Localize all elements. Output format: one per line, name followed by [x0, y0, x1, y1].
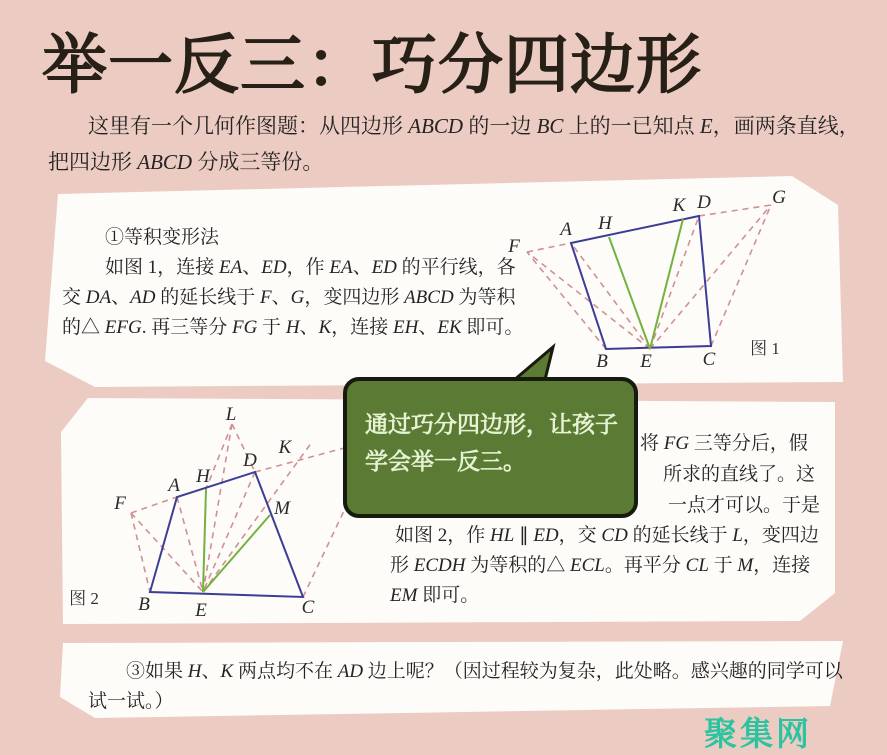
fig1-label-E: E — [640, 351, 652, 372]
intro-line-2: 把四边形 ABCD 分成三等份。 — [48, 150, 324, 174]
fig2-label-E: E — [195, 600, 207, 621]
watermark: 聚集网 — [704, 715, 812, 752]
speech-bubble-text — [365, 406, 618, 480]
panel-method-1 — [40, 172, 846, 390]
panel3-line-1: ③如果 H、K 两点均不在 AD 边上呢？（因过程较为复杂，此处略。感兴趣的同学可以 — [126, 661, 843, 682]
speech-bubble-line-1: 通过巧分四边形，让孩子 — [365, 411, 618, 437]
fig1-label-F: F — [508, 236, 520, 257]
panel2-line-4: 如图 2，作 HL ∥ ED，交 CD 的延长线于 L，变四边 — [395, 525, 819, 546]
panel3-line-2: 试一试。） — [88, 691, 174, 712]
panel1-heading: ①等积变形法 — [105, 227, 220, 248]
fig2-label-D: D — [243, 450, 257, 471]
fig1-caption: 图 1 — [750, 339, 780, 358]
panel2-fragment-3: 一点才可以。于是 — [668, 495, 821, 516]
fig1-label-K: K — [672, 195, 686, 216]
fig2-label-C: C — [301, 597, 315, 618]
fig1-label-H: H — [598, 213, 612, 234]
fig2-label-L: L — [225, 404, 237, 425]
fig2-label-M: M — [274, 498, 290, 519]
panel2-line-5: 形 ECDH 为等积的△ ECL。再平分 CL 于 M，连接 — [390, 555, 811, 576]
fig2-label-F: F — [114, 493, 126, 514]
panel2-fragment-1: 将 FG 三等分后，假 — [640, 433, 808, 454]
fig1-label-B: B — [596, 351, 608, 372]
fig2-label-K: K — [278, 437, 292, 458]
panel1-line-4: 的△ EFG. 再三等分 FG 于 H、K，连接 EH、EK 即可。 — [62, 317, 524, 338]
fig1-label-G: G — [772, 187, 786, 208]
speech-bubble-line-2: 学会举一反三。 — [365, 448, 526, 474]
fig1-label-C: C — [702, 349, 716, 370]
fig2-label-A: A — [168, 475, 180, 496]
fig1-label-A: A — [560, 219, 572, 240]
panel1-line-3: 交 DA、AD 的延长线于 F、G，变四边形 ABCD 为等积 — [62, 287, 516, 308]
fig1-label-D: D — [697, 192, 711, 213]
fig2-label-B: B — [138, 594, 150, 615]
panel2-line-6: EM 即可。 — [390, 585, 480, 606]
panel2-fragment-2: 所求的直线了。这 — [663, 464, 816, 485]
fig2-caption: 图 2 — [69, 589, 99, 608]
fig2-label-H: H — [196, 466, 210, 487]
intro-line-1: 这里有一个几何作图题：从四边形 ABCD 的一边 BC 上的一已知点 E，画两条直线， — [88, 114, 860, 138]
panel1-line-2: 如图 1，连接 EA、ED，作 EA、ED 的平行线，各 — [105, 257, 516, 278]
page-title: 举一反三：巧分四边形 — [42, 28, 703, 101]
